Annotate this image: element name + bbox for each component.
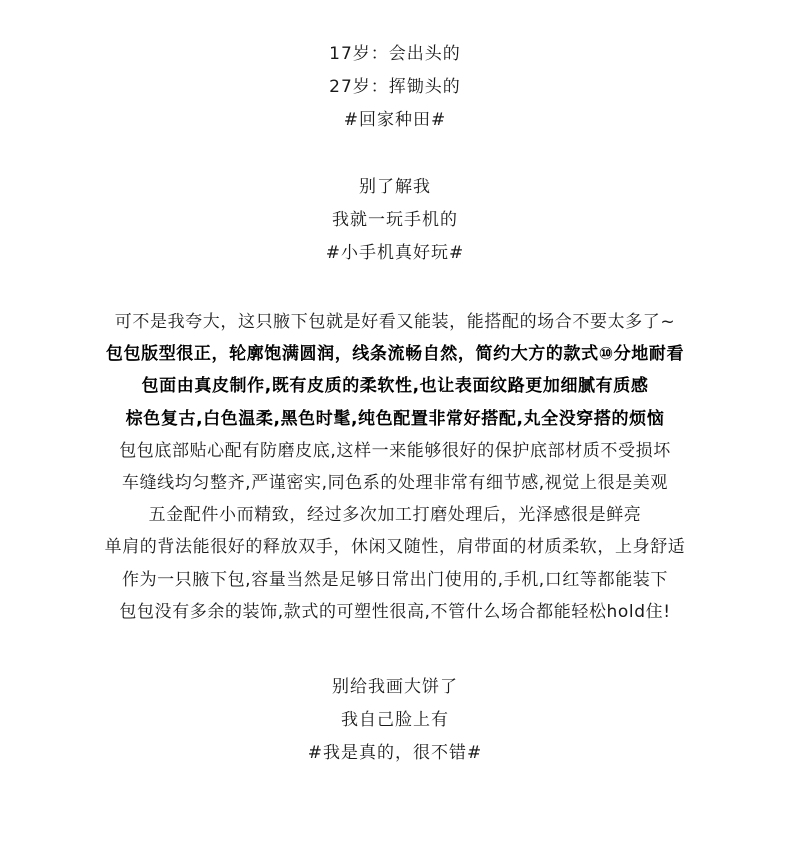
stanza-phone-joke — [0, 171, 790, 270]
stanza-line: 我自己脸上有 — [341, 710, 449, 730]
stanza-age-joke — [0, 38, 790, 137]
stanza-hashtag: #回家种田# — [343, 110, 447, 130]
description-line: 作为一只腋下包,容量当然是足够日常出门使用的,手机,口红等都能装下 — [121, 569, 668, 590]
description-line-bold: 棕色复古,白色温柔,黑色时髦,纯色配置非常好搭配,丸全没穿搭的烦恼 — [125, 408, 665, 429]
description-line: 车缝线均匀整齐,严谨密实,同色系的处理非常有细节感,视觉上很是美观 — [121, 472, 668, 493]
description-line: 包包没有多余的装饰,款式的可塑性很高,不管什么场合都能轻松hold住! — [119, 601, 671, 622]
description-line-bold: 包面由真皮制作,既有皮质的柔软性,也让表面纹路更加细腻有质感 — [141, 376, 649, 397]
stanza-line: 别给我画大饼了 — [332, 677, 458, 697]
stanza-line: 17岁：会出头的 — [329, 44, 461, 64]
stanza-line: 别了解我 — [359, 177, 431, 197]
description-line: 包包底部贴心配有防磨皮底,这样一来能够很好的保护底部材质不受损坏 — [119, 440, 671, 461]
stanza-closing — [0, 671, 790, 770]
description-line: 可不是我夸大，这只腋下包就是好看又能装，能搭配的场合不要太多了~ — [114, 312, 676, 332]
stanza-line: 我就一玩手机的 — [332, 210, 458, 230]
stanza-line: 27岁：挥锄头的 — [329, 77, 461, 97]
product-description — [0, 306, 790, 628]
stanza-hashtag: #小手机真好玩# — [325, 243, 465, 263]
description-line: 单肩的背法能很好的释放双手，休闲又随性，肩带面的材质柔软，上身舒适 — [104, 537, 686, 558]
description-line: 五金配件小而精致，经过多次加工打磨处理后，光泽感很是鲜亮 — [148, 505, 642, 526]
description-line-bold: 包包版型很正，轮廓饱满圆润，线条流畅自然，简约大方的款式⑩分地耐看 — [105, 344, 685, 365]
stanza-hashtag: #我是真的，很不错# — [307, 743, 483, 763]
